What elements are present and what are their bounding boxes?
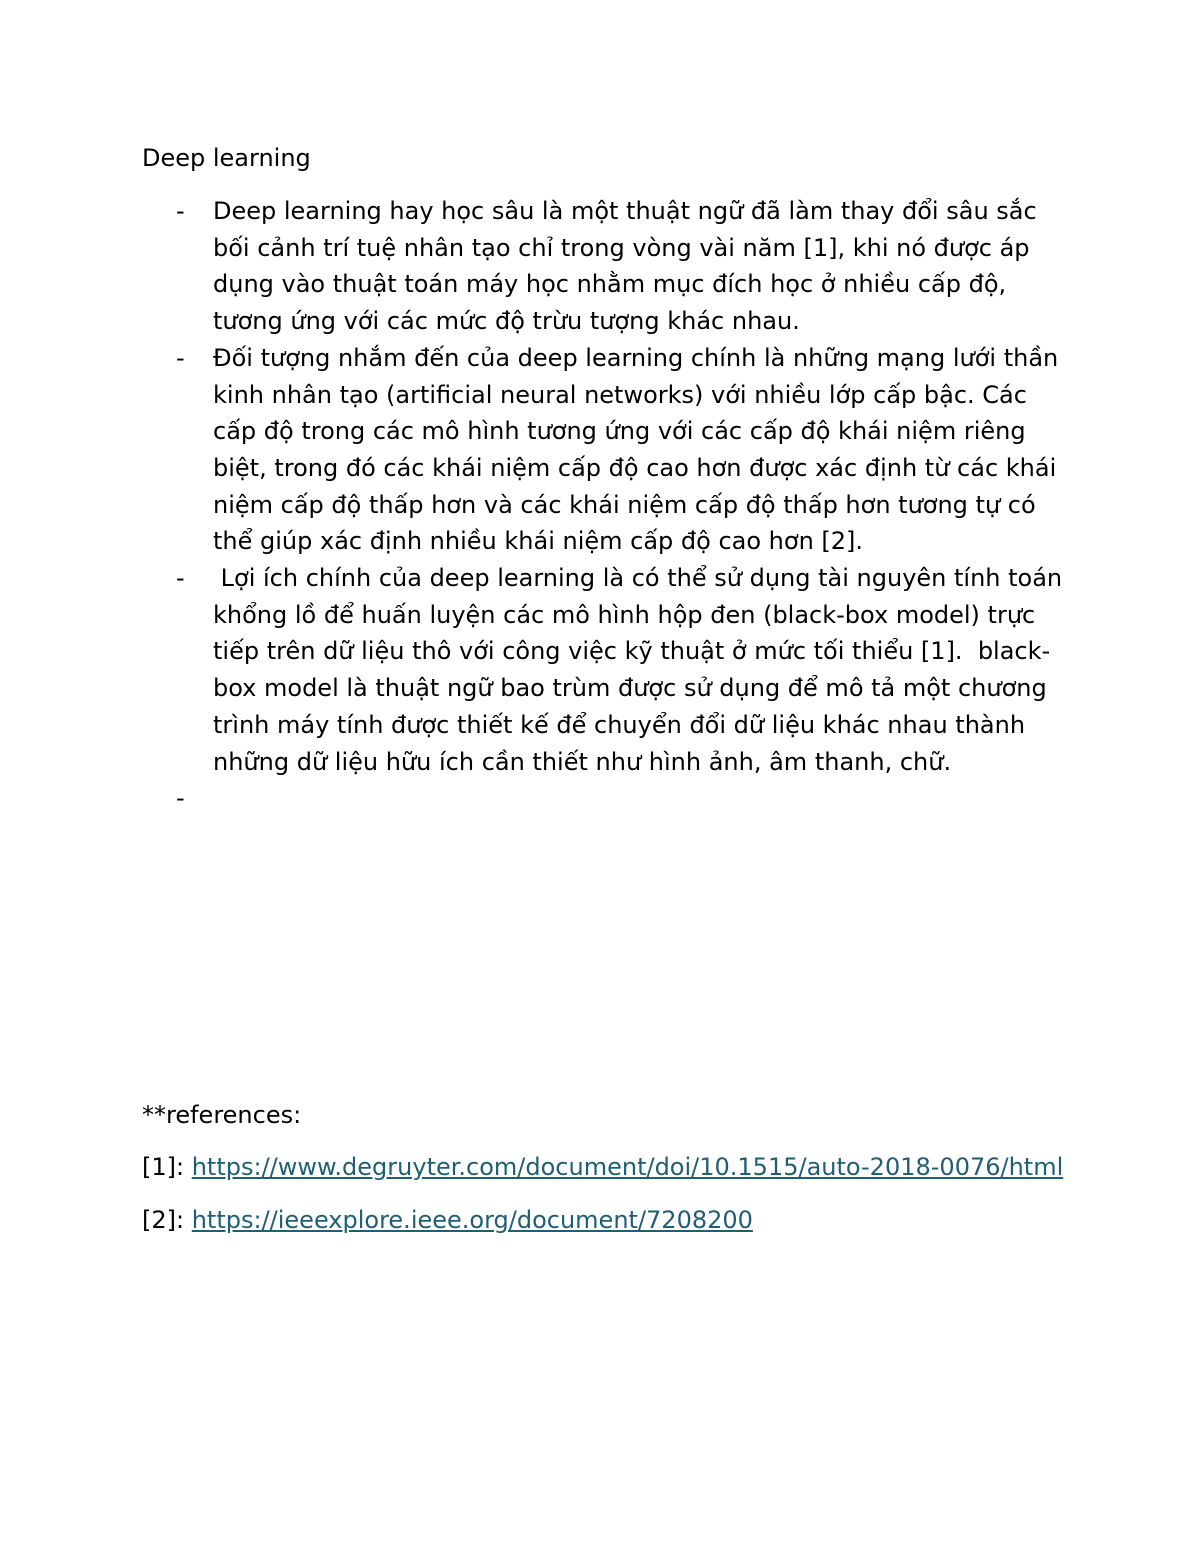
list-item [142,780,1072,817]
bullet-marker: - [176,343,185,372]
list-item [142,193,1072,340]
reference-link[interactable]: https://ieeexplore.ieee.org/document/7208200 [191,1206,753,1234]
bullet-text: Lợi ích chính của deep learning là có thể sử dụng tài nguyên tính toán khổng lồ để huấn luyện các mô hình hộp đen (black-box model) trực tiếp trên dữ liệu thô với công việc kỹ thuật ở mức tối thiểu [1]. black-box model là thuật ngữ bao trùm được sử dụng để mô tả một chương trình máy tính được thiết kế để chuyển đổi dữ liệu khác nhau thành những dữ liệu hữu ích cần thiết như hình ảnh, âm thanh, chữ. [213,564,1070,776]
document-title: Deep learning [142,144,311,172]
reference-item [142,1202,1072,1239]
references-heading: **references: [142,1101,302,1129]
list-item [142,340,1072,560]
bullet-marker: - [176,197,185,225]
reference-link[interactable]: https://www.degruyter.com/document/doi/10.1515/auto-2018-0076/html [191,1153,1064,1181]
references-section [142,1097,1072,1255]
bullet-text: Đối tượng nhắm đến của deep learning chính là những mạng lưới thần kinh nhân tạo (artificial neural networks) với nhiều lớp cấp bậc. Các cấp độ trong các mô hình tương ứng với các cấp độ khái niệm riêng biệt, trong đó các khái niệm cấp độ cao hơn được xác định từ các khái niệm cấp độ thấp hơn và các khái niệm cấp độ thấp hơn tương tự có thể giúp xác định nhiều khái niệm cấp độ cao hơn [2]. [213,343,1059,556]
bullet-marker: - [176,784,185,813]
reference-label: [1]: [142,1153,192,1181]
reference-label: [2]: [142,1206,192,1234]
reference-item [142,1149,1072,1186]
list-item [142,560,1072,780]
bullet-list [142,193,1072,817]
bullet-marker: - [176,564,185,593]
bullet-text: Deep learning hay học sâu là một thuật ngữ đã làm thay đổi sâu sắc bối cảnh trí tuệ nhân tạo chỉ trong vòng vài năm [1], khi nó được áp dụng vào thuật toán máy học nhằm mục đích học ở nhiều cấp độ, tương ứng với các mức độ trừu tượng khác nhau. [213,197,1037,336]
